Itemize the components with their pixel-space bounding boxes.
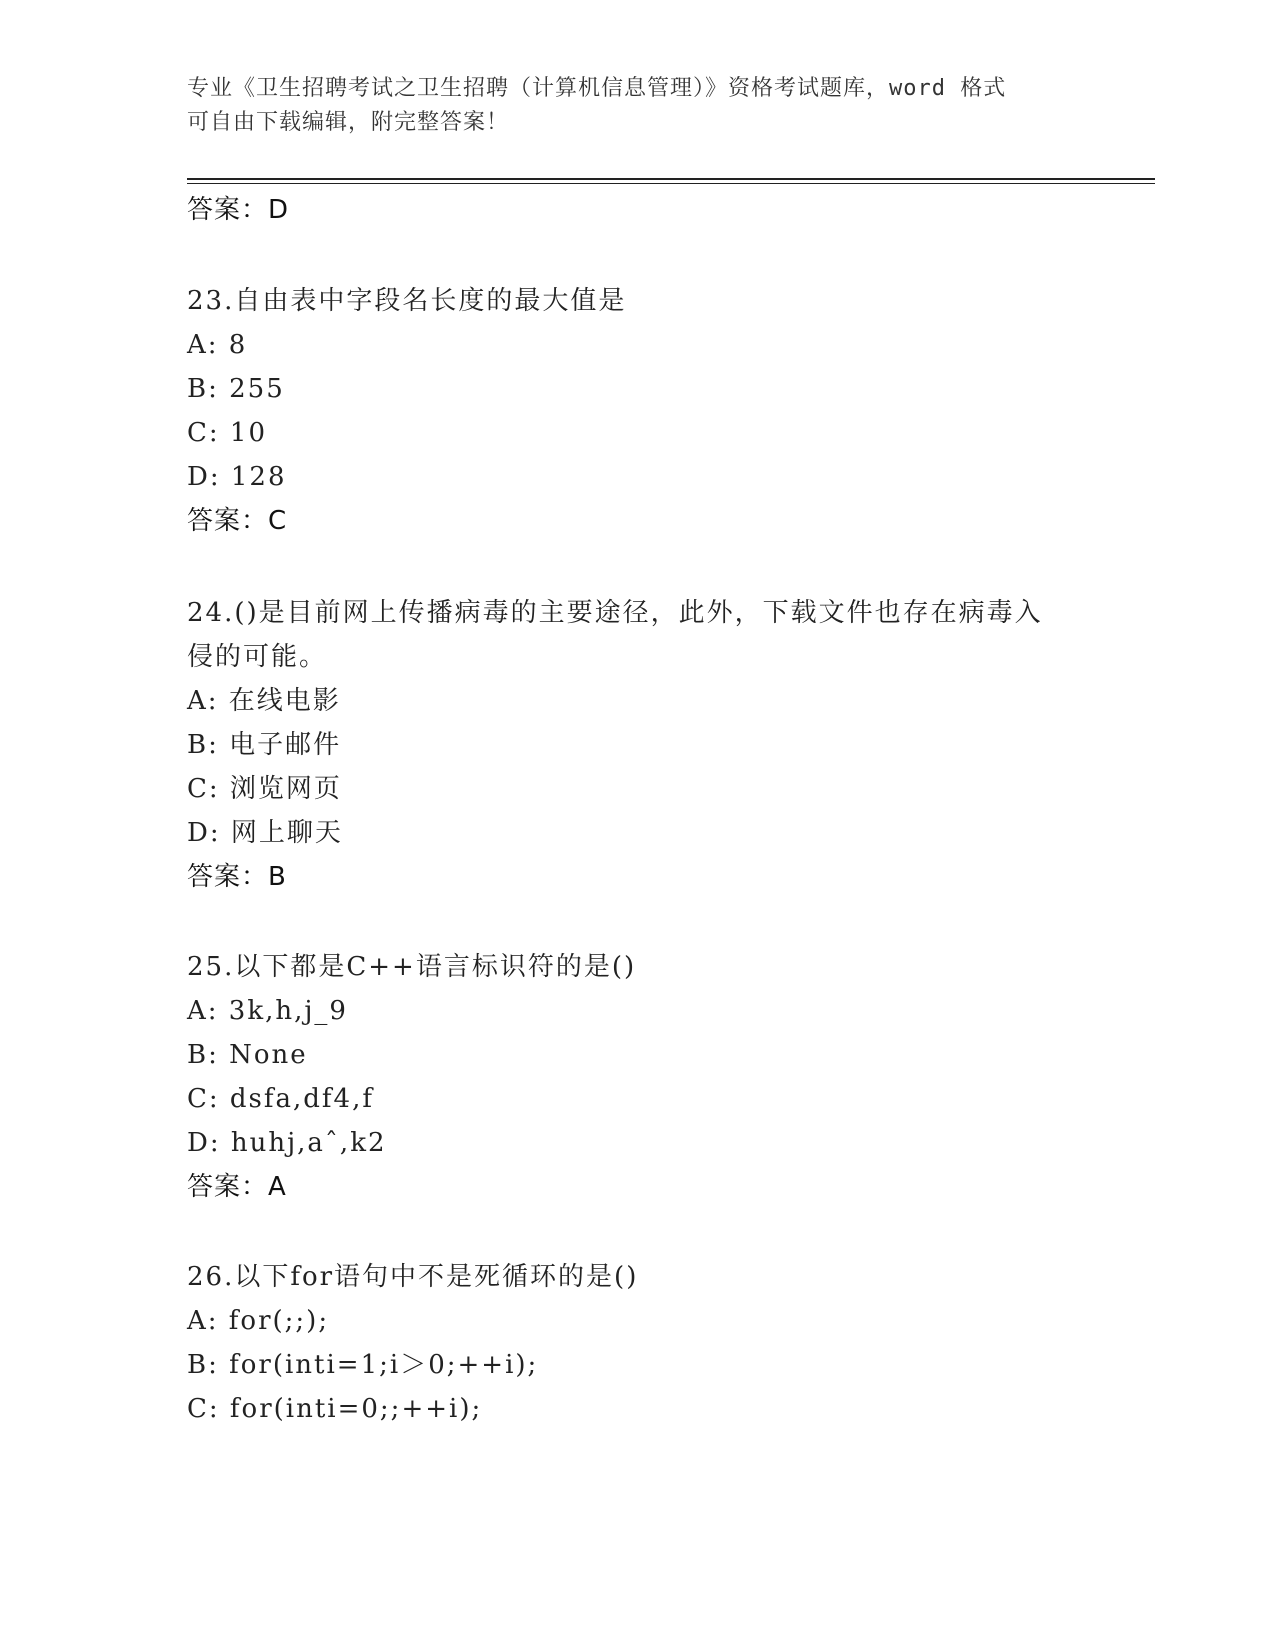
q25-option-c: C: dsfa,df4,f [187, 1084, 374, 1114]
q23-option-c: C: 10 [187, 418, 268, 448]
q25-option-d: D: huhj,aˆ,k2 [187, 1128, 387, 1158]
question-25: 25.以下都是C++语言标识符的是() [187, 952, 637, 982]
question-23: 23.自由表中字段名长度的最大值是 [187, 286, 627, 316]
header-line-1: 专业《卫生招聘考试之卫生招聘（计算机信息管理）》资格考试题库，word 格式 [187, 76, 1007, 101]
q25-option-a: A: 3k,h,j_9 [187, 996, 348, 1026]
question-24-line-1: 24.()是目前网上传播病毒的主要途径，此外，下载文件也存在病毒入 [187, 598, 1043, 628]
q26-option-a: A: for(;;); [187, 1306, 330, 1336]
q24-option-c: C: 浏览网页 [187, 774, 342, 804]
document-header [187, 72, 1067, 140]
q24-option-d: D: 网上聊天 [187, 818, 343, 848]
answer-25: 答案：A [187, 1172, 287, 1202]
q26-option-b: B: for(inti=1;i＞0;++i); [187, 1350, 539, 1380]
q25-option-b: B: None [187, 1040, 308, 1070]
q26-option-c: C: for(inti=0;;++i); [187, 1394, 483, 1424]
answer-24: 答案：B [187, 862, 287, 892]
q23-option-d: D: 128 [187, 462, 287, 492]
header-line-2: 可自由下载编辑，附完整答案！ [187, 110, 510, 135]
q24-option-b: B: 电子邮件 [187, 730, 342, 760]
header-rule-thin [187, 183, 1155, 184]
answer-prev: 答案：D [187, 195, 290, 225]
question-24-line-2: 侵的可能。 [187, 642, 328, 672]
answer-23: 答案：C [187, 506, 288, 536]
question-26: 26.以下for语句中不是死循环的是() [187, 1262, 639, 1292]
header-rule-thick [187, 178, 1155, 180]
q23-option-b: B: 255 [187, 374, 285, 404]
q24-option-a: A: 在线电影 [187, 686, 341, 716]
q23-option-a: A: 8 [187, 330, 248, 360]
